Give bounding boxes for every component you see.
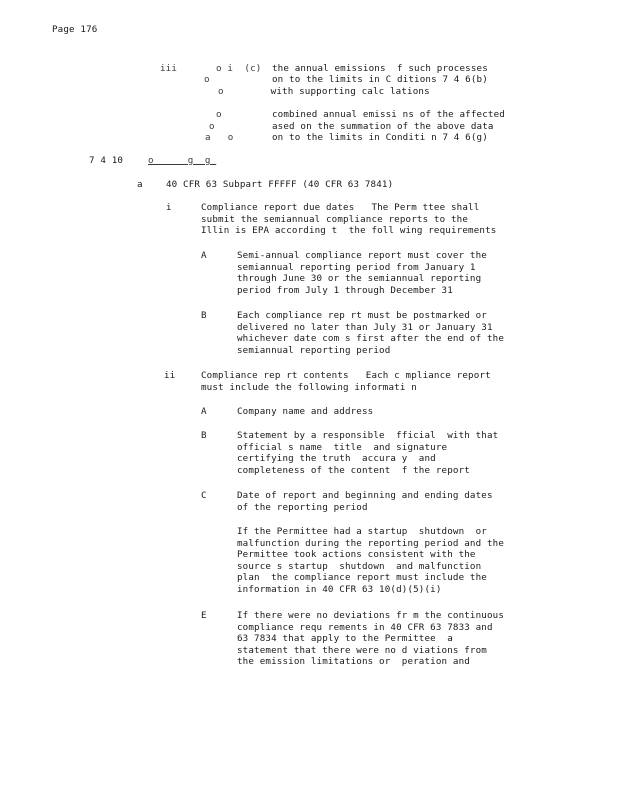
item-i-B-line: whichever date com s first after the end of the	[237, 333, 505, 345]
top-line-4: combined annual emissi ns of the affected	[272, 109, 505, 120]
item-ii-D-line: If the Permittee had a startup shutdown or	[237, 526, 487, 537]
item-i-B-text	[237, 310, 504, 356]
item-ii-B-line: completeness of the content f the report	[237, 464, 470, 476]
top-line-2: on to the limits in C ditions 7 4 6(b)	[272, 74, 488, 85]
item-ii-B-label: B	[201, 430, 207, 441]
item-ii-D-line: Permittee took actions consistent with the	[237, 549, 476, 561]
item-ii-D-line: plan the compliance report must include the	[237, 572, 487, 584]
item-ii-D-line: source s startup shutdown and malfunction	[237, 560, 482, 572]
item-ii-text	[201, 370, 491, 393]
item-ii-C-text	[237, 490, 493, 513]
item-ii-line: Compliance rep rt contents Each c mpliance report	[201, 370, 491, 381]
item-i-B-line: semiannual reporting period	[237, 344, 391, 356]
item-ii-E-line: 63 7834 that apply to the Permittee a	[237, 633, 453, 645]
item-ii-label: ii	[164, 370, 176, 381]
item-i-B-label: B	[201, 310, 207, 321]
page-number: Page 176	[52, 24, 98, 35]
item-i-A-line: through June 30 or the semiannual reporting	[237, 273, 482, 285]
subsection-a-title: 40 CFR 63 Subpart FFFFF (40 CFR 63 7841)	[166, 179, 394, 190]
item-ii-D-text	[237, 526, 504, 596]
item-i-A-line: semiannual reporting period from January 1	[237, 261, 476, 273]
item-i-label: i	[166, 202, 172, 213]
section-number: 7 4 10	[89, 155, 124, 166]
item-ii-E-line: statement that there were no d viations from	[237, 644, 487, 656]
fragment-4: o	[216, 109, 222, 120]
item-i-A-line: Semi-annual compliance report must cover the	[237, 250, 487, 261]
item-ii-E-line: If there were no deviations fr m the continuous	[237, 610, 505, 621]
item-i-B-line: delivered no later than July 31 or January 31	[237, 321, 493, 333]
item-ii-B-line: certifying the truth accura y and	[237, 453, 436, 465]
item-ii-D-line: malfunction during the reporting period and the	[237, 537, 505, 549]
item-ii-E-line: compliance requ rements in 40 CFR 63 7833 and	[237, 621, 493, 633]
item-ii-B-text	[237, 430, 498, 476]
item-ii-line: must include the following informati n	[201, 381, 417, 393]
section-heading: o g g_	[148, 155, 217, 166]
item-ii-B-line: Statement by a responsible fficial with that	[237, 430, 499, 441]
item-i-text	[201, 202, 496, 237]
item-i-A-label: A	[201, 250, 207, 261]
item-i-line: Compliance report due dates The Perm ttee shall	[201, 202, 480, 213]
fragment-2: o	[204, 74, 210, 85]
item-ii-B-line: official s name title and signature	[237, 441, 448, 453]
item-i-A-text	[237, 250, 487, 296]
item-ii-A-line: Company name and address	[237, 406, 374, 417]
fragment-5: o	[209, 121, 215, 132]
item-ii-C-line: of the reporting period	[237, 501, 368, 513]
item-i-A-line: period from July 1 through December 31	[237, 284, 453, 296]
top-line-6: on to the limits in Conditi n 7 4 6(g)	[272, 132, 488, 143]
item-i-line: Illin is EPA according t the foll wing requirements	[201, 225, 497, 237]
item-ii-E-line: the emission limitations or peration and	[237, 656, 470, 668]
item-i-line: submit the semiannual compliance reports to the	[201, 213, 469, 225]
item-ii-C-line: Date of report and beginning and ending dates	[237, 490, 493, 501]
top-line-3: with supporting calc lations	[265, 86, 430, 97]
item-ii-A-label: A	[201, 406, 207, 417]
subsection-a-label: a	[137, 179, 143, 190]
item-ii-C-label: C	[201, 490, 207, 501]
item-i-B-line: Each compliance rep rt must be postmarked or	[237, 310, 487, 321]
item-ii-E-label: E	[201, 610, 207, 621]
top-line-1: the annual emissions f such processes	[272, 63, 488, 74]
fragment-3: o	[218, 86, 224, 97]
top-line-5: ased on the summation of the above data	[272, 121, 494, 132]
marker-iii: iii	[160, 63, 178, 74]
item-ii-E-text	[237, 610, 504, 668]
fragment-6: a o	[205, 132, 234, 143]
item-ii-A-text	[237, 406, 373, 418]
item-ii-D-line: information in 40 CFR 63 10(d)(5)(i)	[237, 583, 442, 595]
fragment-1: o i (c)	[216, 63, 262, 74]
